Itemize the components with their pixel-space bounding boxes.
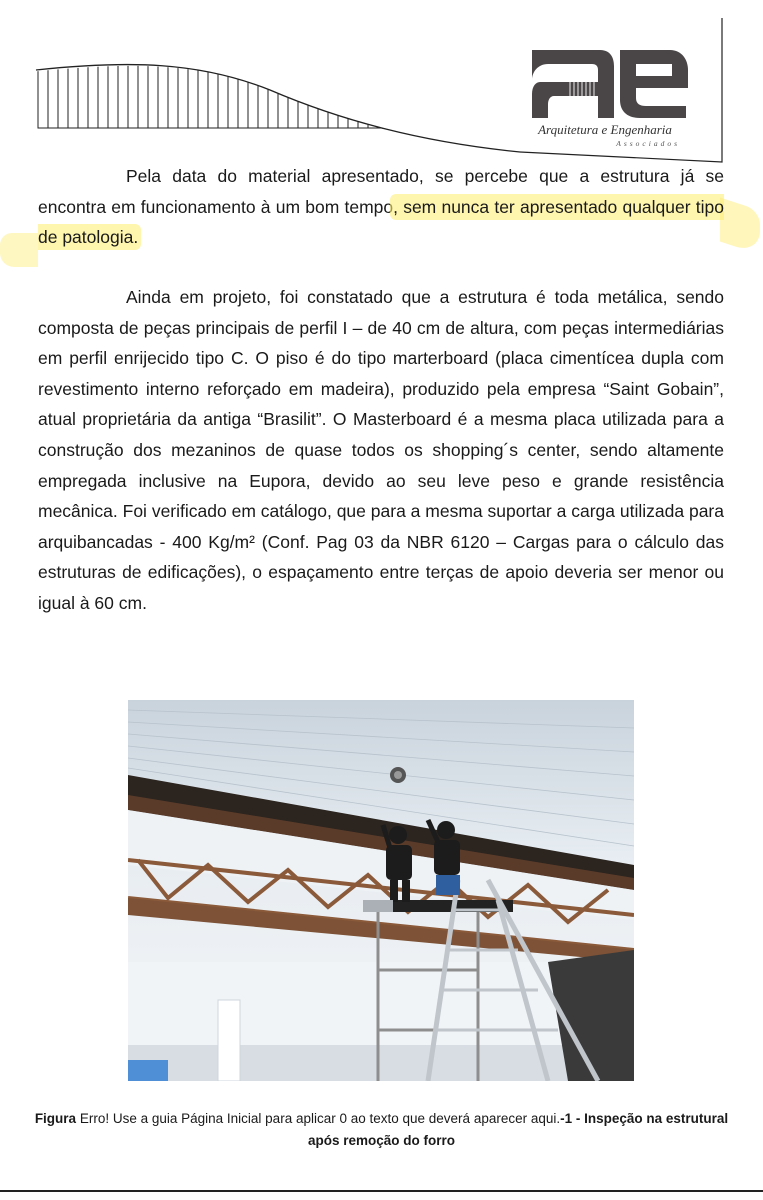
header-graphic [0, 0, 763, 175]
caption-number: -1 - Inspeção na estrutural após remoção do forro [307, 1111, 729, 1148]
paragraph-2-text: Ainda em projeto, foi constatado que a estrutura é toda metálica, sendo composta de peças principais de perfil I – de 40 cm de altura, com peças intermediárias em perfil enrijecido tipo C. O piso é do tipo marterboard (placa cimentícea dupla com revestimento interno reforçado em madeira), produzido pela empresa “Saint Gobain”, atual proprietária da antiga “Brasilit”. O Masterboard é a mesma placa utilizada para a construção dos mezaninos de quase todos os shopping´s center, sendo altamente empregada inclusive na Eupora, devido ao seu leve peso e grande resistência mecânica. Foi verificado em catálogo, que para a mesma suportar a carga utilizada para arquibancadas - 400 Kg/m² (Conf. Pag 03 da NBR 6120 – Cargas para o cálculo das estruturas de edificações), o espaçamento entre terças de apoio deveria ser menor ou igual à 60 cm. [38, 287, 724, 613]
caption-error-text: Erro! Use a guia Página Inicial para aplicar 0 ao texto que deverá aparecer aqui. [76, 1111, 561, 1126]
highlight-stroke-left [0, 233, 38, 267]
logo-tagline: Associados [616, 139, 680, 148]
figure-caption [30, 1108, 733, 1152]
inspection-photo [128, 700, 634, 1081]
logo-company-name: Arquitetura e Engenharia [538, 122, 672, 137]
paragraph-1-text: Pela data do material apresentado, se percebe que a estrutura já se encontra em funcionamento à um bom tempo [38, 166, 724, 217]
highlighted-text: , sem nunca ter apresentado qualquer tipo de patologia. [38, 196, 724, 248]
caption-label: Figura [34, 1111, 77, 1126]
logo-mark [532, 50, 688, 118]
paragraph-1 [38, 161, 724, 253]
highlight-stroke-right [720, 198, 760, 255]
paragraph-2 [38, 282, 724, 619]
page-bottom-divider [0, 1190, 763, 1192]
